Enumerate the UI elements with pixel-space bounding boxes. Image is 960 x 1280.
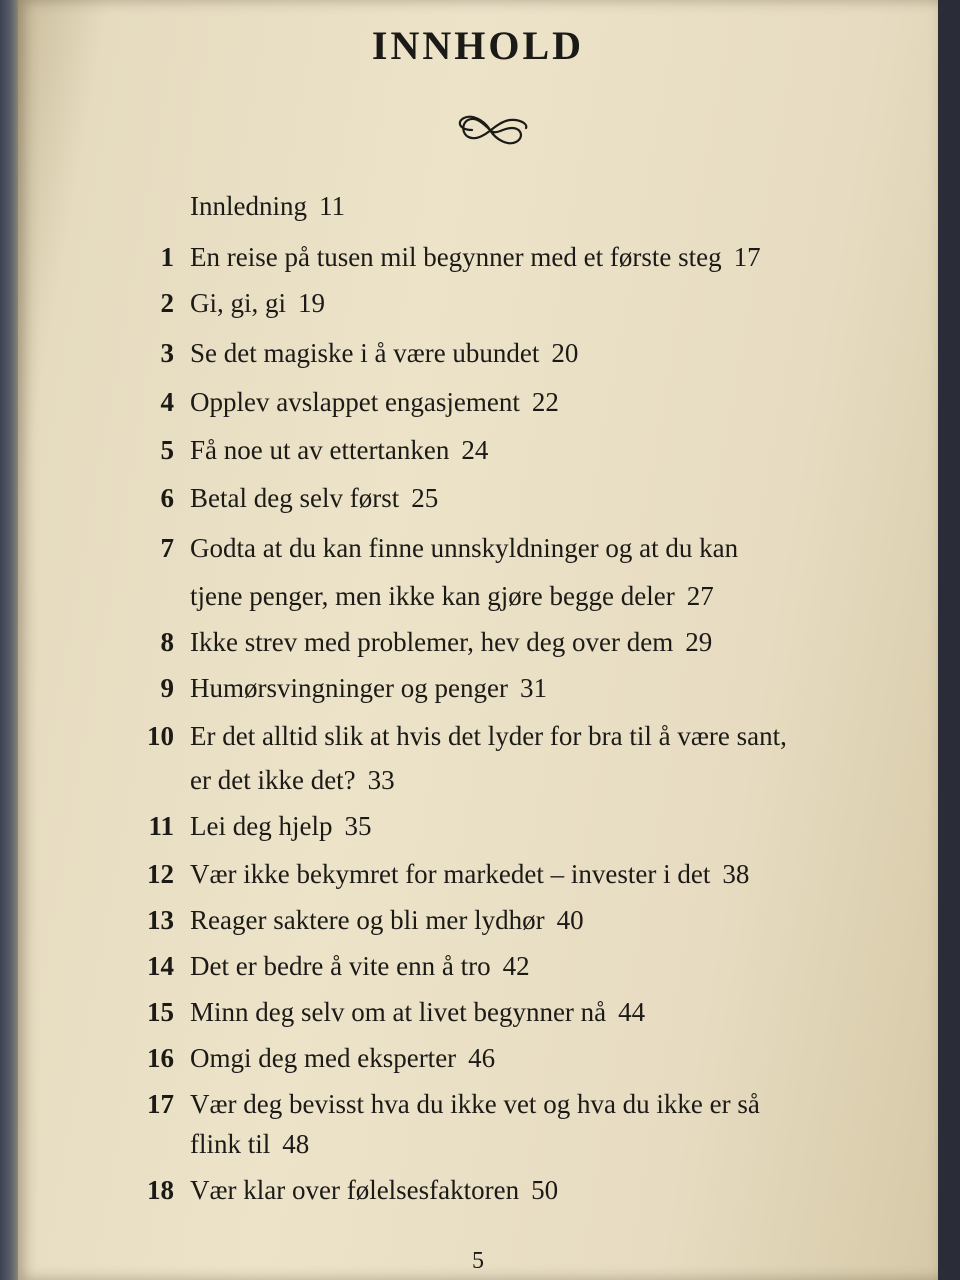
entry-page: 31 [519,673,547,703]
entry-title: Vær deg bevisst hva du ikke vet og hva du ikke er så [190,1089,760,1119]
entry-page: 38 [722,859,750,889]
toc-entry [18,900,938,940]
entry-page: 22 [531,387,559,417]
book-page [18,0,938,1280]
entry-page: 27 [686,581,714,611]
entry-title: Omgi deg med eksperter 46 [190,1043,496,1073]
toc-entry [18,430,938,470]
chapter-number: 7 [160,533,174,563]
chapter-number: 6 [160,483,174,513]
toc-entry [18,528,938,568]
toc-entry-continuation [18,760,938,800]
toc-entry [18,283,938,323]
toc-entry [18,946,938,986]
entry-page: 40 [556,905,584,935]
chapter-number: 1 [160,242,174,272]
entry-page: 44 [618,997,646,1027]
toc-entry-intro [18,186,938,226]
entry-page: 48 [282,1129,310,1159]
entry-page: 25 [411,483,439,513]
book-spine-edge [0,0,18,1280]
chapter-number: 5 [160,435,174,465]
toc-entry [18,716,938,756]
toc-entry [18,1038,938,1078]
entry-title: tjene penger, men ikke kan gjøre begge deler 27 [190,581,714,611]
entry-title: Få noe ut av ettertanken 24 [190,435,489,465]
chapter-number: 11 [148,811,174,841]
chapter-number: 2 [160,288,174,318]
entry-title: flink til 48 [190,1129,310,1159]
chapter-number: 15 [147,997,174,1027]
table-of-contents [18,0,938,1240]
entry-title: Opplev avslappet engasjement 22 [190,387,559,417]
entry-page: 50 [531,1175,559,1205]
entry-title: Innledning 11 [190,191,345,221]
entry-page: 20 [551,338,579,368]
chapter-number: 18 [147,1175,174,1205]
toc-entry [18,1170,938,1210]
entry-title: Vær klar over følelsesfaktoren 50 [190,1175,559,1205]
chapter-number: 13 [147,905,174,935]
entry-title: Ikke strev med problemer, hev deg over dem 29 [190,627,713,657]
toc-entry [18,992,938,1032]
entry-title: Lei deg hjelp 35 [190,811,372,841]
entry-page: 46 [468,1043,496,1073]
entry-title: Det er bedre å vite enn å tro 42 [190,951,530,981]
chapter-number: 8 [160,627,174,657]
entry-title: Er det alltid slik at hvis det lyder for bra til å være sant, [190,721,787,751]
chapter-number: 9 [160,673,174,703]
toc-entry [18,1084,938,1124]
entry-title: En reise på tusen mil begynner med et første steg 17 [190,242,761,272]
page-number: 5 [472,1248,484,1274]
toc-entry [18,668,938,708]
chapter-number: 10 [147,721,174,751]
toc-entry [18,237,938,277]
entry-page: 42 [502,951,530,981]
entry-page: 17 [733,242,761,272]
chapter-number: 17 [147,1089,174,1119]
entry-title: Gi, gi, gi 19 [190,288,326,318]
chapter-number: 3 [160,338,174,368]
entry-page: 19 [298,288,326,318]
chapter-number: 16 [147,1043,174,1073]
entry-title: Reager saktere og bli mer lydhør 40 [190,905,584,935]
toc-entry [18,478,938,518]
entry-title: Se det magiske i å være ubundet 20 [190,338,579,368]
entry-page: 29 [685,627,713,657]
entry-page: 11 [318,191,345,221]
toc-entry [18,806,938,846]
toc-entry-continuation [18,576,938,616]
chapter-number: 4 [160,387,174,417]
chapter-number: 12 [147,859,174,889]
entry-title: Humørsvingninger og penger 31 [190,673,547,703]
entry-page: 24 [461,435,489,465]
toc-entry-continuation [18,1124,938,1164]
toc-entry [18,382,938,422]
toc-entry [18,333,938,373]
toc-entry [18,854,938,894]
entry-title: er det ikke det? 33 [190,765,395,795]
entry-title: Vær ikke bekymret for markedet – invester i det 38 [190,859,750,889]
entry-title: Betal deg selv først 25 [190,483,439,513]
entry-title: Minn deg selv om at livet begynner nå 44 [190,997,646,1027]
entry-page: 35 [344,811,372,841]
entry-page: 33 [367,765,395,795]
page-title: INNHOLD [371,23,585,68]
chapter-number: 14 [147,951,174,981]
entry-title: Godta at du kan finne unnskyldninger og at du kan [190,533,739,563]
toc-entry [18,622,938,662]
